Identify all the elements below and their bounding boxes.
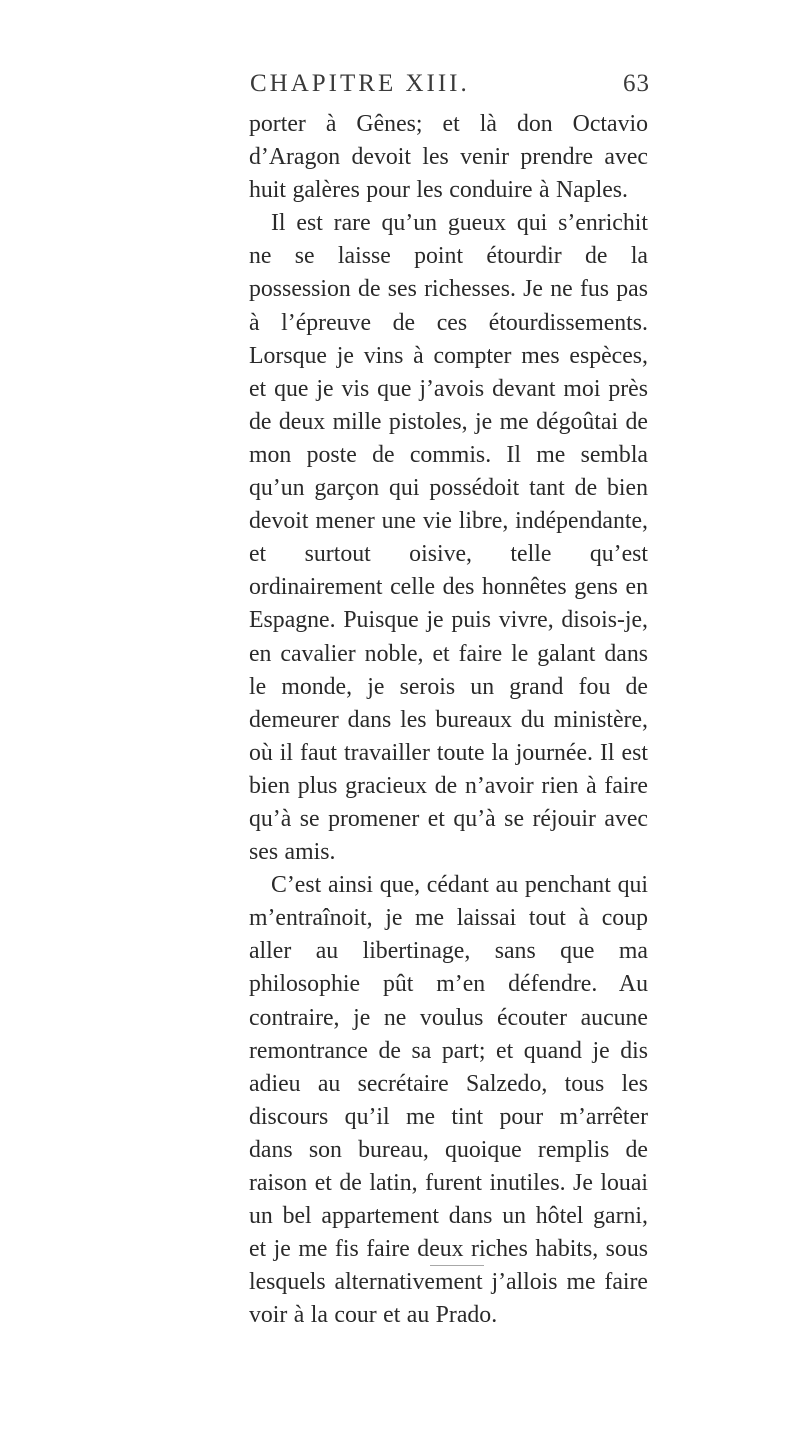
paragraph: Il est rare qu’un gueux qui s’enrichit ne se laisse point étourdir de la possession de ses richesses. Je ne fus pas à l’épreuve de ces étourdissements. Lorsque je vins à compter mes espèces, et que je vis que j’avois devant moi près de deux mille pistoles, je me dégoûtai de mon poste de commis. Il me sembla qu’un garçon qui possédoit tant de bien devoit mener une vie libre, indépendante, et surtout oisive, telle qu’est ordinairement celle des honnêtes gens en Espagne. Puisque je puis vivre, disois-je, en cavalier noble, et faire le galant dans le monde, je serois un grand fou de demeurer dans les bureaux du ministère, où il faut travailler toute la journée. Il est bien plus gracieux de n’avoir rien à faire qu’à se promener et qu’à se réjouir avec ses amis. bbox=[249, 210, 648, 866]
page-number: 63 bbox=[623, 70, 650, 97]
paragraph-continuation: porter à Gênes; et là don Octavio d’Aragon devoit les venir prendre avec huit galères pour les conduire à Naples. bbox=[249, 111, 648, 204]
chapter-title: CHAPITRE XIII. bbox=[250, 70, 470, 97]
body-text bbox=[249, 108, 648, 1332]
paragraph: C’est ainsi que, cédant au penchant qui m’entraînoit, je me laissai tout à coup aller au libertinage, sans que ma philosophie pût m’en défendre. Au contraire, je ne voulus écouter aucune remontrance de sa part; et quand je dis adieu au secrétaire Salzedo, tous les discours qu’il me tint pour m’arrêter dans son bureau, quoique remplis de raison et de latin, furent inutiles. Je louai un bel appartement dans un hôtel garni, et je me fis faire deux riches habits, sous lesquels alternativement j’allois me faire voir à la cour et au Prado. bbox=[249, 872, 648, 1329]
end-rule bbox=[430, 1265, 484, 1266]
running-head bbox=[250, 70, 650, 104]
